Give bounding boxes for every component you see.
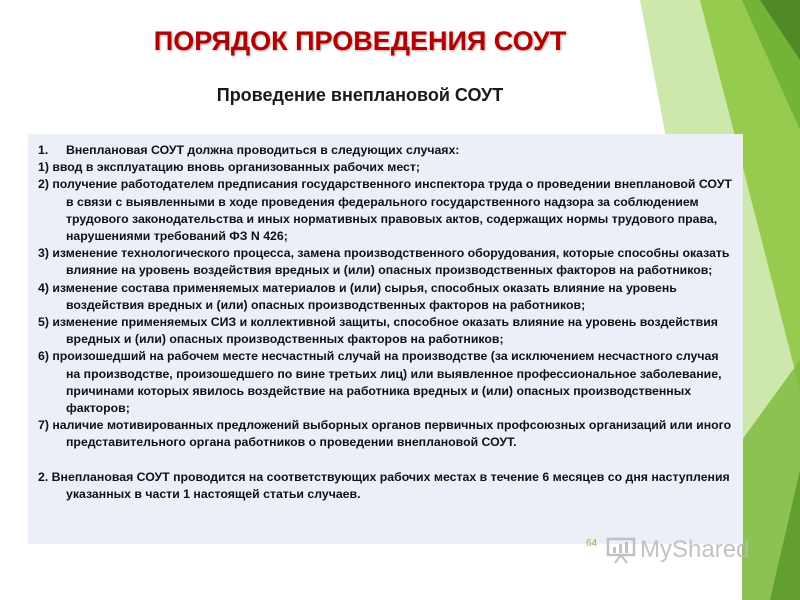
item-1 bbox=[38, 142, 733, 159]
case-5: 5) изменение применяемых СИЗ и коллективной защиты, способное оказать влияние на уровень воздействия вредных и (или) опасных производственных факторов на работников; bbox=[38, 315, 718, 347]
item-2: 2. Внеплановая СОУТ проводится на соответствующих рабочих местах в течение 6 месяцев со дня наступления указанных в части 1 настоящей статьи случаев. bbox=[38, 469, 730, 501]
item-1-number: 1. bbox=[38, 143, 49, 157]
case-3: 3) изменение технологического процесса, замена производственного оборудования, которые способны оказать влияние на уровень воздействия вредных и (или) опасных производственных факторов на работников; bbox=[38, 246, 730, 278]
watermark-text: MyShared bbox=[640, 536, 750, 563]
watermark-logo bbox=[606, 536, 749, 564]
page-number: 64 bbox=[586, 538, 598, 549]
case-1: 1) ввод в эксплуатацию вновь организованных рабочих мест; bbox=[38, 160, 420, 175]
presentation-board-icon bbox=[606, 536, 636, 564]
content-box bbox=[28, 134, 743, 544]
case-2: 2) получение работодателем предписания государственного инспектора труда о проведении внеплановой СОУТ в связи с выявленными в ходе проведения федерального государственного надзора за соблюдением трудового законодательства и иных нормативных правовых актов, содержащих нормы трудового права, нарушениями требований ФЗ N 426; bbox=[38, 177, 732, 244]
spacer bbox=[38, 452, 733, 469]
case-7: 7) наличие мотивированных предложений выборных органов первичных профсоюзных организаций или иного представительного органа работников о проведении внеплановой СОУТ. bbox=[38, 418, 732, 450]
slide-subtitle: Проведение внеплановой СОУТ bbox=[216, 85, 504, 105]
item-1-text: Внеплановая СОУТ должна проводиться в следующих случаях: bbox=[66, 143, 460, 157]
slide-title: ПОРЯДОК ПРОВЕДЕНИЯ СОУТ bbox=[153, 26, 567, 56]
case-6: 6) произошедший на рабочем месте несчастный случай на производстве (за исключением несчастного случая на производстве, произошедшего по вине третьих лиц) или выявленное профессиональное заболевание, причинами которых явилось воздействие на работника вредных и (или) опасных производственных факторов; bbox=[38, 349, 722, 416]
case-4: 4) изменение состава применяемых материалов и (или) сырья, способных оказать влияние на уровень воздействия вредных и (или) опасных производственных факторов на работников; bbox=[38, 280, 677, 312]
